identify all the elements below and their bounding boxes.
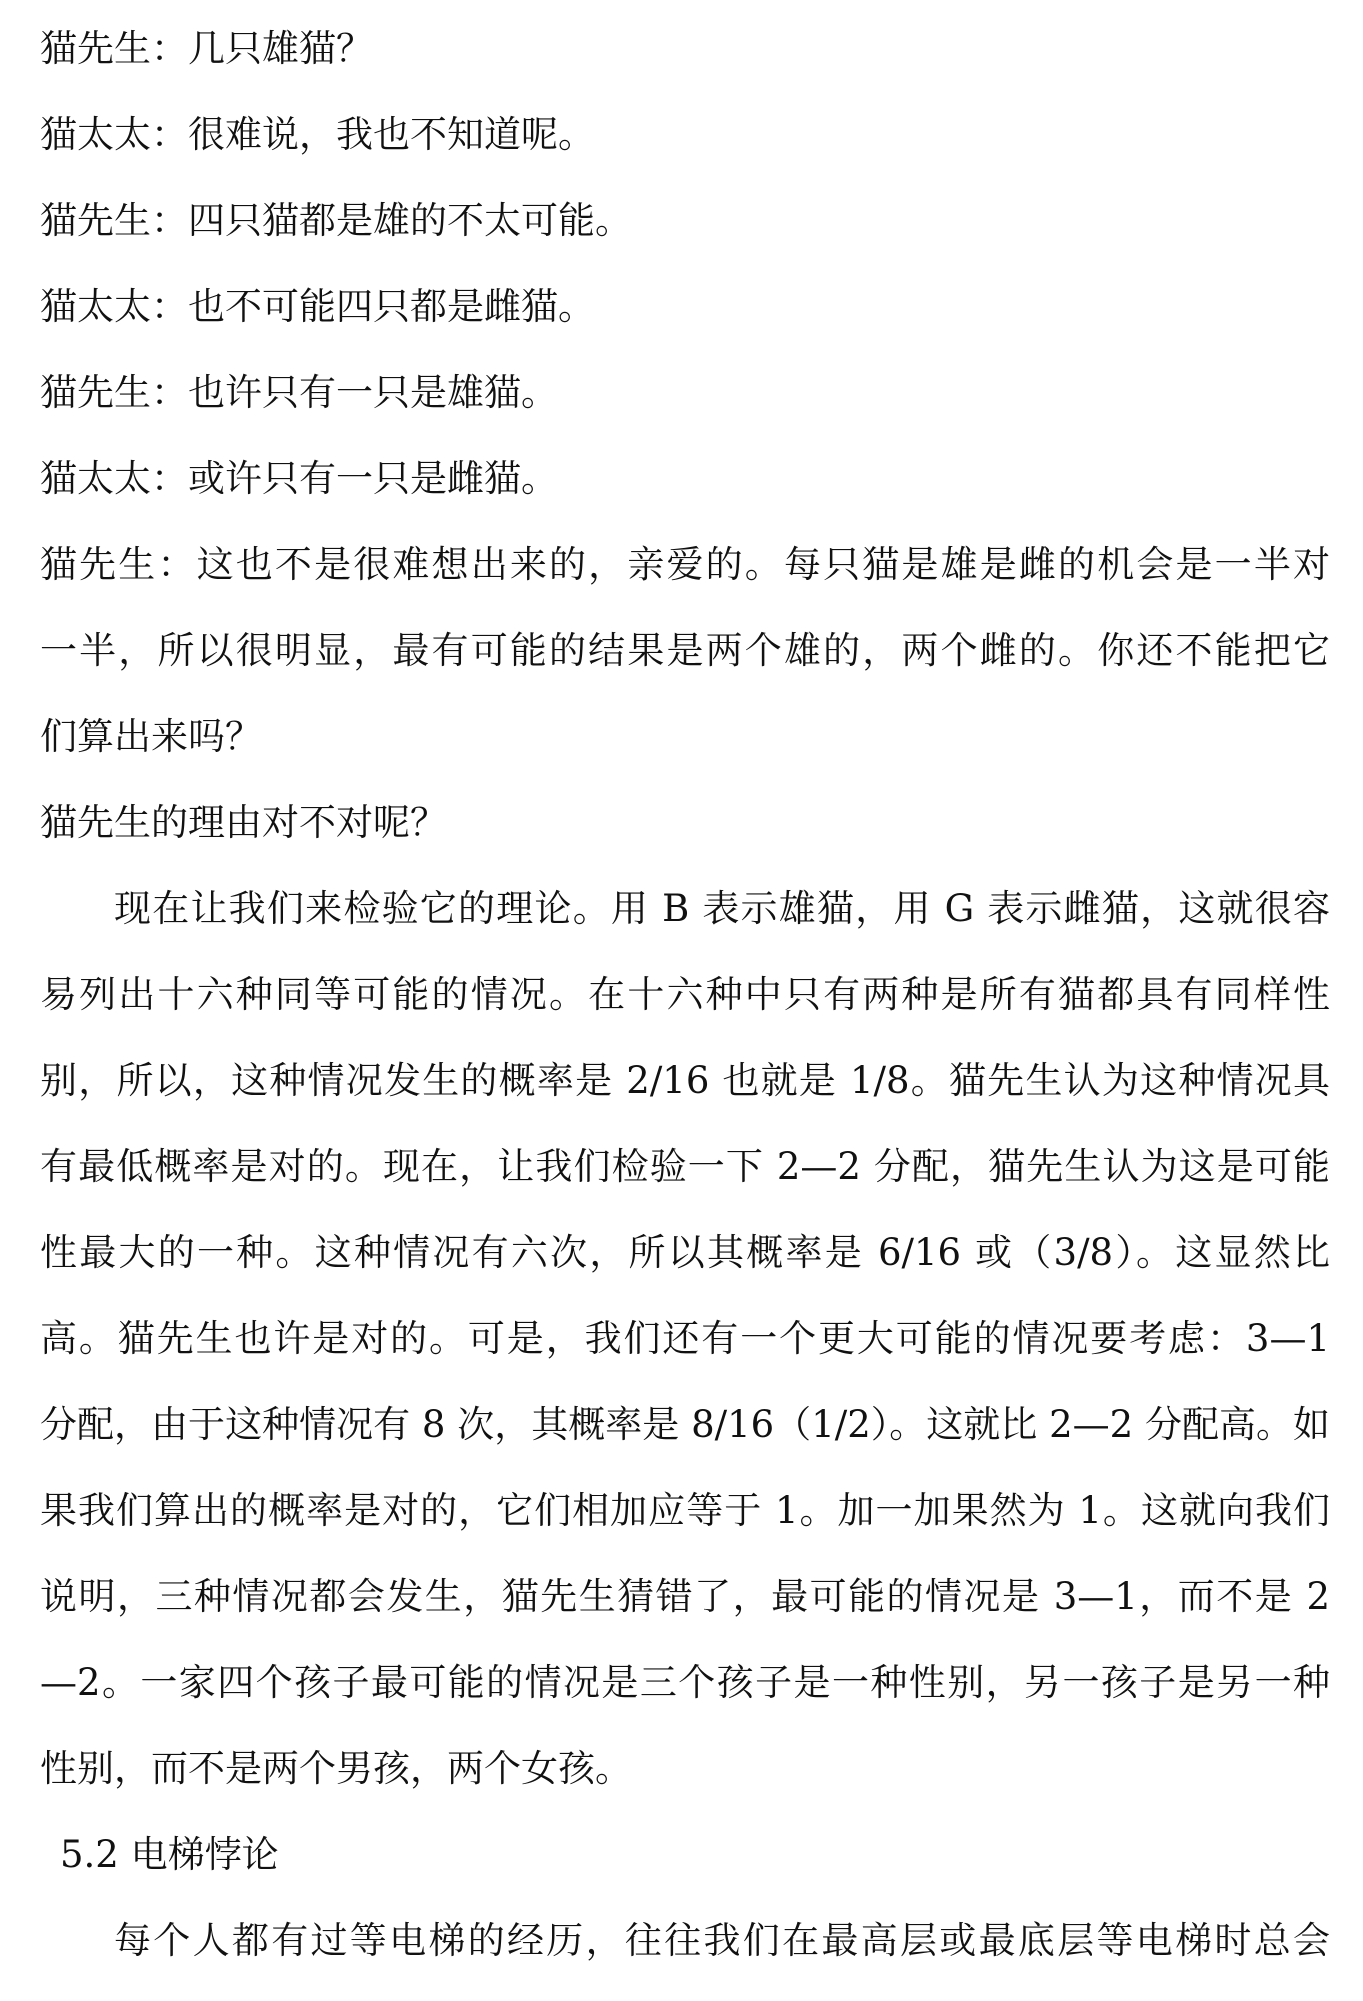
section-number: 5.2 — [60, 1833, 119, 1876]
utterance: 很难说，我也不知道呢。 — [188, 113, 595, 156]
separator: ： — [157, 543, 197, 586]
dialogue-line-3 — [40, 178, 1330, 264]
speaker: 猫先生 — [40, 199, 151, 242]
separator: ： — [151, 27, 188, 70]
analysis-line-7: 分配，由于这种情况有 8 次，其概率是 8/16（1/2）。这就比 2—2 分配高。如 — [40, 1403, 1330, 1446]
dialogue-line-2 — [40, 92, 1330, 178]
separator: ： — [151, 457, 188, 500]
dialogue-line-6 — [40, 436, 1330, 522]
utterance: 也许只有一只是雄猫。 — [188, 371, 558, 414]
speaker: 猫太太 — [40, 457, 151, 500]
utterance: 几只雄猫？ — [188, 27, 373, 70]
dialogue-line-5 — [40, 350, 1330, 436]
analysis-line-5: 性最大的一种。这种情况有六次，所以其概率是 6/16 或（3/8）。这显然比 — [40, 1231, 1330, 1274]
section-title: 电梯悖论 — [130, 1833, 279, 1876]
separator: ： — [151, 199, 188, 242]
utterance: 这也不是很难想出来的，亲爱的。每只猫是雄是雌的机会是一半对 — [196, 543, 1330, 586]
speaker: 猫先生 — [40, 543, 158, 586]
separator: ： — [151, 371, 188, 414]
speaker: 猫先生 — [40, 371, 151, 414]
document-page — [40, 0, 1330, 1984]
analysis-line-1: 现在让我们来检验它的理论。用 B 表示雄猫，用 G 表示雌猫，这就很容 — [114, 887, 1330, 930]
analysis-line-4: 有最低概率是对的。现在，让我们检验一下 2—2 分配，猫先生认为这是可能 — [40, 1145, 1330, 1188]
speaker: 猫太太 — [40, 285, 151, 328]
utterance: 也不可能四只都是雌猫。 — [188, 285, 595, 328]
utterance: 或许只有一只是雌猫。 — [188, 457, 558, 500]
speaker: 猫太太 — [40, 113, 151, 156]
analysis-line-9: 说明，三种情况都会发生，猫先生猜错了，最可能的情况是 3—1，而不是 2 — [40, 1575, 1330, 1618]
speaker: 猫先生 — [40, 27, 151, 70]
analysis-line-6: 高。猫先生也许是对的。可是，我们还有一个更大可能的情况要考虑：3—1 — [40, 1317, 1330, 1360]
analysis-line-3: 别，所以，这种情况发生的概率是 2/16 也就是 1/8。猫先生认为这种情况具 — [40, 1059, 1330, 1102]
separator: ： — [151, 285, 188, 328]
question-line: 猫先生的理由对不对呢？ — [40, 801, 447, 844]
analysis-line-11: 性别，而不是两个男孩，两个女孩。 — [40, 1747, 632, 1790]
analysis-line-8: 果我们算出的概率是对的，它们相加应等于 1。加一加果然为 1。这就向我们 — [40, 1489, 1330, 1532]
dialogue-line-1 — [40, 6, 1330, 92]
long-reply-line-1 — [40, 522, 1330, 608]
utterance: 四只猫都是雄的不太可能。 — [188, 199, 632, 242]
long-reply-line-2: 一半，所以很明显，最有可能的结果是两个雄的，两个雌的。你还不能把它 — [40, 629, 1330, 672]
section-heading — [40, 1812, 1330, 1898]
separator: ： — [151, 113, 188, 156]
section-intro-line: 每个人都有过等电梯的经历，往往我们在最高层或最底层等电梯时总会 — [114, 1919, 1330, 1962]
analysis-line-2: 易列出十六种同等可能的情况。在十六种中只有两种是所有猫都具有同样性 — [40, 973, 1330, 1016]
dialogue-line-4 — [40, 264, 1330, 350]
analysis-line-10: —2。一家四个孩子最可能的情况是三个孩子是一种性别，另一孩子是另一种 — [40, 1661, 1330, 1704]
long-reply-line-3: 们算出来吗？ — [40, 715, 262, 758]
